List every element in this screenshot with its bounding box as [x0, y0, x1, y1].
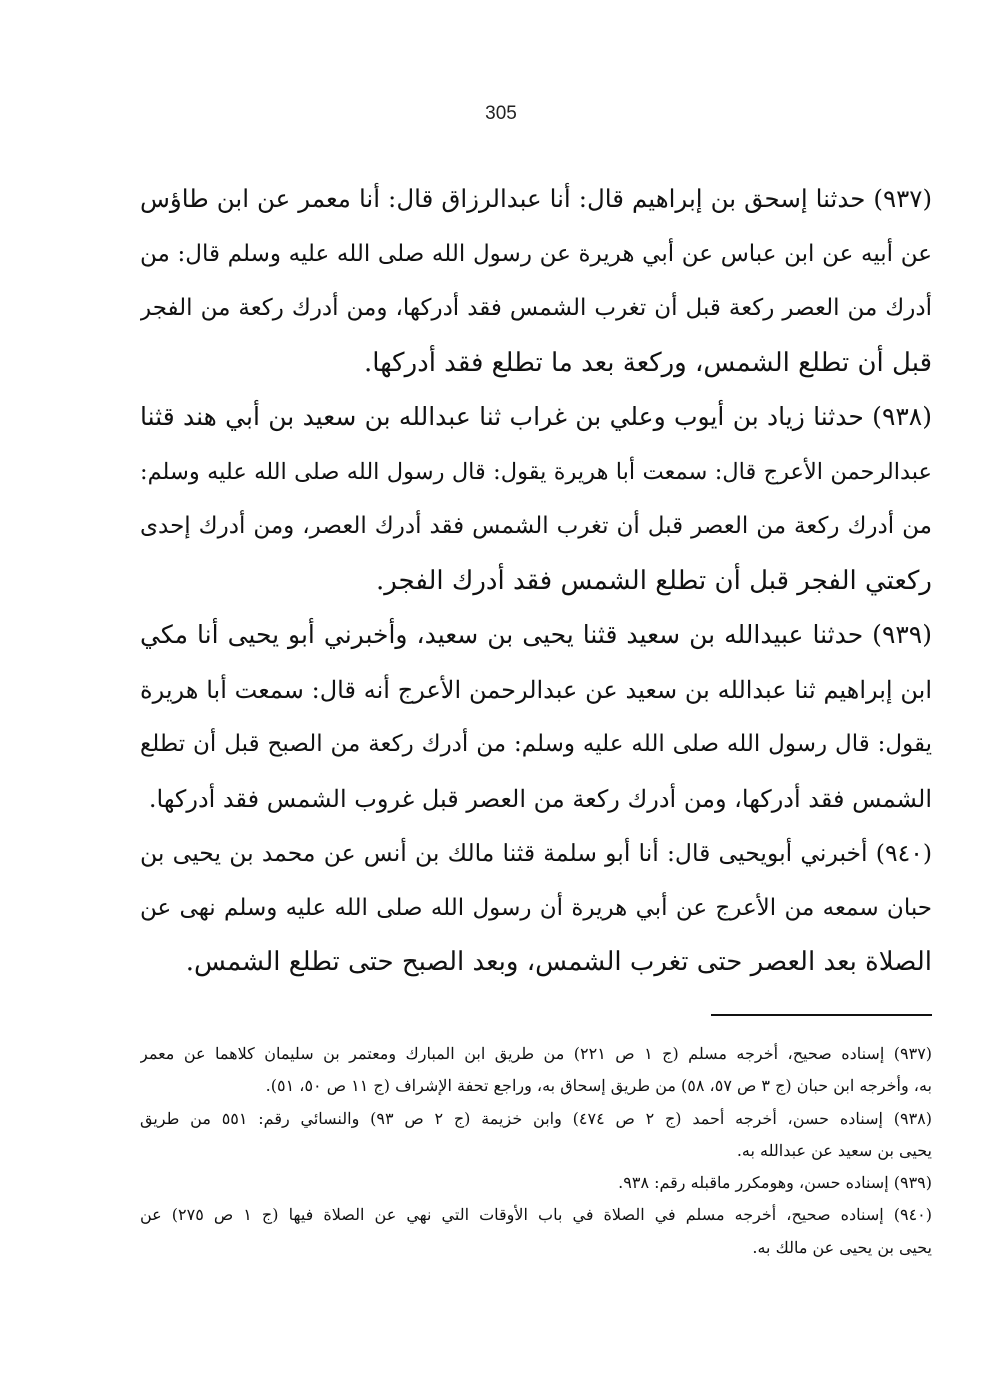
footnote-line: (٩٤٠) إسناده صحيح، أخرجه مسلم في الصلاة في باب الأوقات التي نهي عن الصلاة فيها (ج ١ ص ٢٧٥) عن	[140, 1205, 932, 1225]
hadith-938	[140, 390, 932, 608]
text-line: ابن إبراهيم ثنا عبدالله بن سعيد عن عبدالرحمن الأعرج أنه قال: سمعت أبا هريرة	[140, 675, 932, 704]
hadith-937	[140, 172, 932, 390]
footnote-line: (٩٣٩) إسناده حسن، وهومكرر ماقبله رقم: ٩٣٨.	[618, 1173, 932, 1193]
footnote-line: يحيى بن يحيى عن مالك به.	[752, 1237, 932, 1257]
footnotes	[140, 1038, 932, 1264]
footnote-line: (٩٣٧) إسناده صحيح، أخرجه مسلم (ج ١ ص ٢٢١) من طريق ابن المبارك ومعتمر بن سليمان كلاهما عن معمر	[140, 1044, 932, 1063]
footnote-940	[140, 1199, 932, 1264]
text-line: الصلاة بعد العصر حتى تغرب الشمس، وبعد الصبح حتى تطلع الشمس.	[185, 947, 932, 977]
text-line: من أدرك ركعة من العصر قبل أن تغرب الشمس فقد أدرك العصر، ومن أدرك إحدى	[140, 513, 932, 539]
main-text	[140, 172, 932, 990]
footnote-divider	[711, 1014, 932, 1016]
page-number: 305	[485, 103, 517, 124]
hadith-940	[140, 826, 932, 990]
text-line: ركعتي الفجر قبل أن تطلع الشمس فقد أدرك الفجر.	[375, 565, 932, 596]
footnote-937	[140, 1038, 932, 1103]
footnote-938	[140, 1103, 932, 1168]
text-line: عبدالرحمن الأعرج قال: سمعت أبا هريرة يقول: قال رسول الله صلى الله عليه وسلم:	[140, 458, 932, 485]
text-line: أدرك من العصر ركعة قبل أن تغرب الشمس فقد أدركها، ومن أدرك ركعة من الفجر	[140, 295, 932, 321]
text-line: قبل أن تطلع الشمس، وركعة بعد ما تطلع فقد أدركها.	[364, 347, 932, 378]
footnote-939	[140, 1167, 932, 1199]
footnote-line: (٩٣٨) إسناده حسن، أخرجه أحمد (ج ٢ ص ٤٧٤) وابن خزيمة (ج ٢ ص ٩٣) والنسائي رقم: ٥٥١ من طريق	[140, 1108, 932, 1128]
text-line: حبان سمعه من الأعرج عن أبي هريرة أن رسول الله صلى الله عليه وسلم نهى عن	[140, 894, 932, 921]
text-line: (٩٣٧) حدثنا إسحق بن إبراهيم قال: أنا عبدالرزاق قال: أنا معمر عن ابن طاؤس	[140, 184, 932, 213]
footnote-line: به، وأخرجه ابن حبان (ج ٣ ص ٥٧، ٥٨) من طريق إسحاق به، وراجع تحفة الإشراف (ج ١١ ص ٥٠، ٥١).	[265, 1076, 932, 1096]
text-line: عن أبيه عن ابن عباس عن أبي هريرة عن رسول الله صلى الله عليه وسلم قال: من	[140, 240, 932, 267]
text-line: يقول: قال رسول الله صلى الله عليه وسلم: من أدرك ركعة من الصبح قبل أن تطلع	[140, 731, 932, 757]
hadith-939	[140, 608, 932, 826]
text-line: (٩٣٨) حدثنا زياد بن أيوب وعلي بن غراب ثنا عبدالله بن سعيد بن أبي هند قثنا	[140, 402, 932, 431]
text-line: (٩٤٠) أخبرني أبويحيى قال: أنا أبو سلمة قثنا مالك بن أنس عن محمد بن يحيى بن	[140, 839, 932, 867]
footnote-line: يحيى بن سعيد عن عبدالله به.	[736, 1140, 932, 1160]
text-line: (٩٣٩) حدثنا عبيدالله بن سعيد قثنا يحيى بن سعيد، وأخبرني أبو يحيى أنا مكي	[140, 620, 932, 649]
text-line: الشمس فقد أدركها، ومن أدرك ركعة من العصر قبل غروب الشمس فقد أدركها.	[148, 784, 932, 813]
